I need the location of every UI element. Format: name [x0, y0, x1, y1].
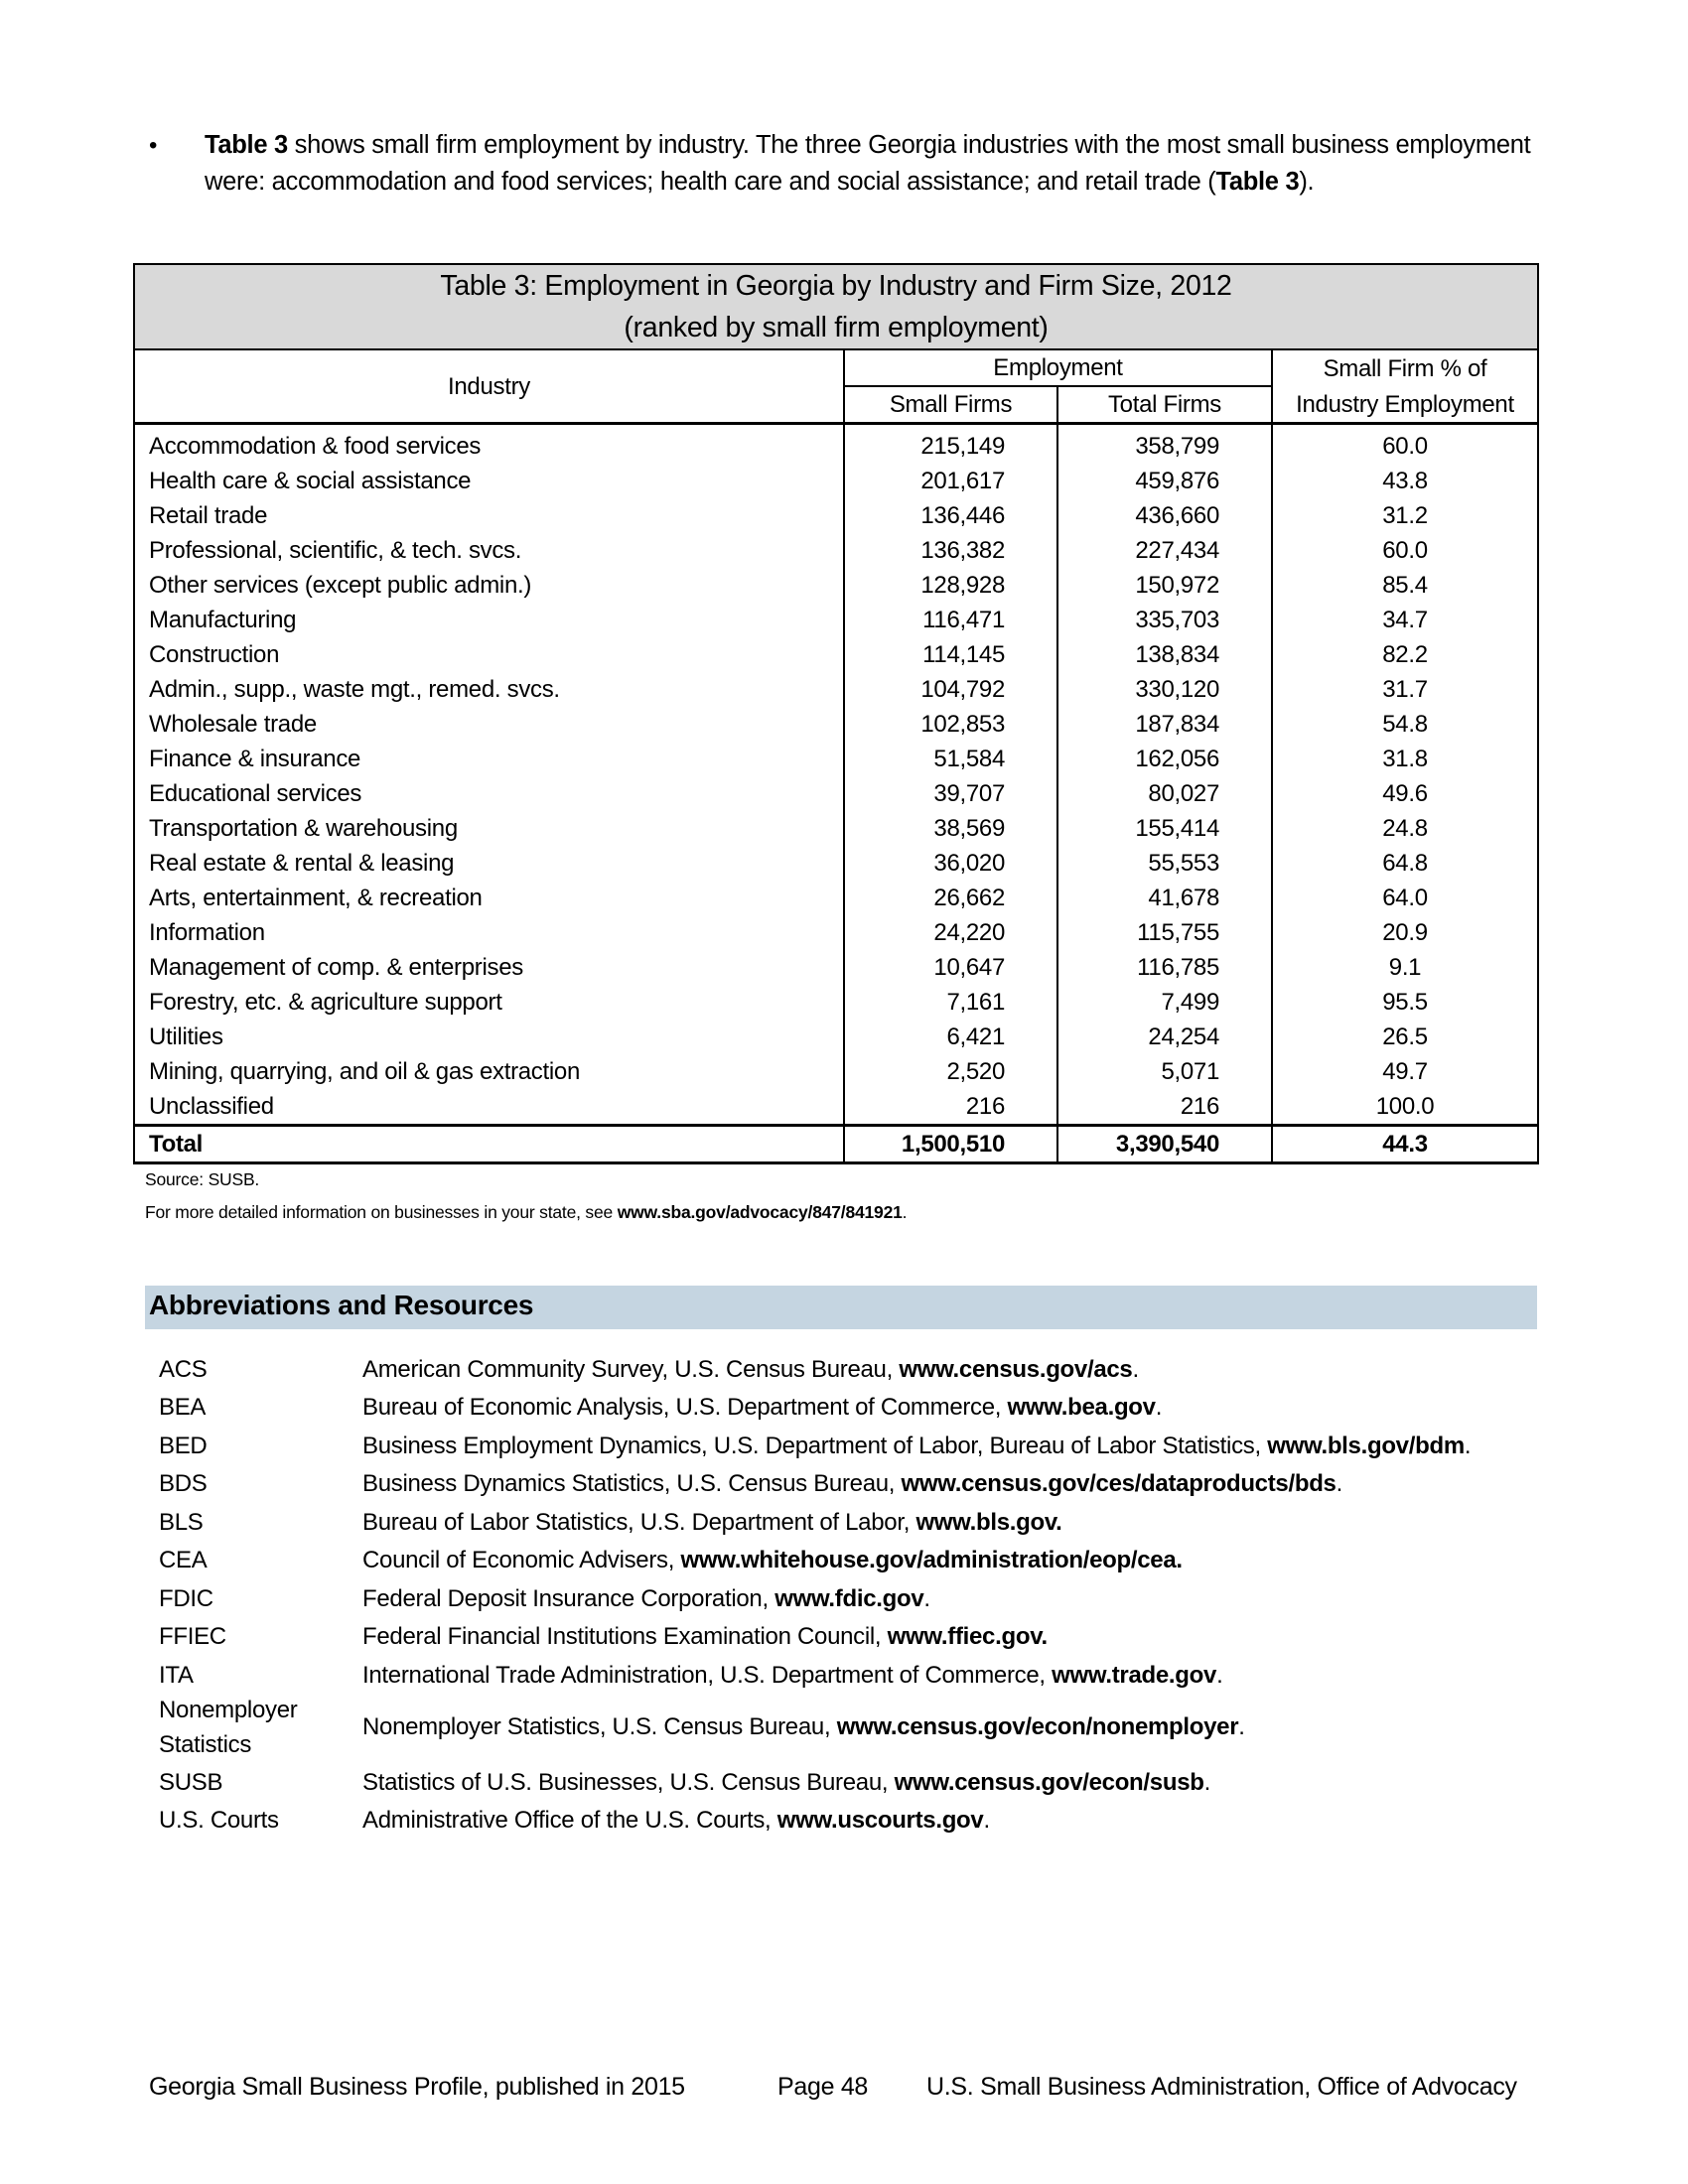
table-ref-bold: Table 3 [205, 131, 288, 159]
industry-cell: Unclassified [134, 1089, 844, 1126]
table-row [134, 742, 1538, 776]
total-firms-cell: 115,755 [1137, 919, 1219, 946]
table-row [134, 1054, 1538, 1089]
abbreviations-heading: Abbreviations and Resources [149, 1290, 534, 1320]
resource-link[interactable]: www.bls.gov/bdm [1267, 1433, 1465, 1459]
abbreviation-key: FDIC [159, 1585, 213, 1612]
pct-cell: 43.8 [1272, 464, 1538, 498]
table-row [134, 637, 1538, 672]
sba-link[interactable]: www.sba.gov/advocacy/847/841921 [617, 1202, 903, 1222]
resource-link[interactable]: www.uscourts.gov [776, 1807, 984, 1834]
abbreviation-description: Federal Financial Institutions Examination Council, www.ffiec.gov. [362, 1623, 1048, 1650]
pct-cell: 54.8 [1272, 707, 1538, 742]
abbreviation-description: Council of Economic Advisers, www.whitehouse.gov/administration/eop/cea. [362, 1547, 1183, 1573]
table-row [134, 498, 1538, 533]
source-note: Source: SUSB. [145, 1169, 260, 1189]
industry-cell: Real estate & rental & leasing [134, 846, 844, 881]
table-row [134, 707, 1538, 742]
total-firms-cell: 358,799 [1135, 433, 1219, 460]
table-row [134, 1089, 1538, 1126]
header-pct-line1: Small Firm % of [1272, 349, 1538, 386]
pct-cell: 9.1 [1272, 950, 1538, 985]
industry-cell: Retail trade [134, 498, 844, 533]
industry-cell: Health care & social assistance [134, 464, 844, 498]
header-employment: Employment [844, 349, 1272, 386]
total-small-firms: 1,500,510 [844, 1126, 1057, 1163]
industry-cell: Admin., supp., waste mgt., remed. svcs. [134, 672, 844, 707]
industry-cell: Wholesale trade [134, 707, 844, 742]
table-row [134, 985, 1538, 1020]
total-pct: 44.3 [1272, 1126, 1538, 1163]
table-title-row [134, 264, 1538, 349]
small-firms-cell: 201,617 [844, 464, 1057, 498]
abbreviation-key: SUSB [159, 1769, 223, 1796]
table-body [134, 424, 1538, 1126]
resource-link[interactable]: www.whitehouse.gov/administration/eop/cea. [680, 1547, 1183, 1573]
total-firms-cell: 335,703 [1135, 607, 1219, 633]
industry-cell: Information [134, 915, 844, 950]
small-firms-cell: 2,520 [844, 1054, 1057, 1089]
total-firms-cell: 155,414 [1135, 815, 1219, 842]
footer-right: U.S. Small Business Administration, Office of Advocacy [926, 2073, 1517, 2101]
pct-cell: 24.8 [1272, 811, 1538, 846]
abbreviation-description: Business Employment Dynamics, U.S. Department of Labor, Bureau of Labor Statistics, www.bls.gov/bdm. [362, 1433, 1472, 1459]
abbreviation-key: BDS [159, 1470, 208, 1497]
table-total-row [134, 1126, 1538, 1163]
header-pct-line2: Industry Employment [1272, 386, 1538, 424]
pct-cell: 31.8 [1272, 742, 1538, 776]
abbreviation-description: Statistics of U.S. Businesses, U.S. Census Bureau, www.census.gov/econ/susb. [362, 1769, 1210, 1796]
small-firms-cell: 216 [844, 1089, 1057, 1126]
small-firms-cell: 26,662 [844, 881, 1057, 915]
industry-cell: Manufacturing [134, 603, 844, 637]
industry-cell: Utilities [134, 1020, 844, 1054]
abbreviation-description: International Trade Administration, U.S. Department of Commerce, www.trade.gov. [362, 1662, 1223, 1689]
abbreviation-description: American Community Survey, U.S. Census Bureau, www.census.gov/acs. [362, 1356, 1139, 1383]
total-firms-cell: 162,056 [1135, 746, 1219, 772]
industry-cell: Forestry, etc. & agriculture support [134, 985, 844, 1020]
resource-link[interactable]: www.bea.gov [1007, 1394, 1156, 1421]
abbreviation-key: BLS [159, 1509, 204, 1536]
industry-cell: Construction [134, 637, 844, 672]
header-industry: Industry [134, 349, 844, 424]
total-firms-cell: 7,499 [1161, 989, 1219, 1016]
resource-link[interactable]: www.census.gov/acs [899, 1356, 1133, 1383]
pct-cell: 64.8 [1272, 846, 1538, 881]
table-row [134, 881, 1538, 915]
pct-cell: 95.5 [1272, 985, 1538, 1020]
table-row [134, 568, 1538, 603]
header-total-firms: Total Firms [1057, 386, 1272, 424]
industry-cell: Other services (except public admin.) [134, 568, 844, 603]
table-row [134, 950, 1538, 985]
small-firms-cell: 128,928 [844, 568, 1057, 603]
industry-cell: Mining, quarrying, and oil & gas extraction [134, 1054, 844, 1089]
abbreviation-description: Federal Deposit Insurance Corporation, www.fdic.gov. [362, 1585, 930, 1612]
pct-cell: 85.4 [1272, 568, 1538, 603]
small-firms-cell: 7,161 [844, 985, 1057, 1020]
pct-cell: 26.5 [1272, 1020, 1538, 1054]
small-firms-cell: 102,853 [844, 707, 1057, 742]
total-firms-cell: 41,678 [1148, 885, 1219, 911]
header-small-firms: Small Firms [844, 386, 1057, 424]
small-firms-cell: 36,020 [844, 846, 1057, 881]
total-firms-cell: 138,834 [1135, 641, 1219, 668]
employment-table [133, 263, 1539, 1164]
total-firms-cell: 150,972 [1135, 572, 1219, 599]
resource-link[interactable]: www.ffiec.gov. [887, 1623, 1048, 1650]
abbreviation-key: ITA [159, 1662, 194, 1689]
footer-left: Georgia Small Business Profile, published in 2015 [149, 2073, 685, 2101]
total-firms-cell: 436,660 [1135, 502, 1219, 529]
small-firms-cell: 114,145 [844, 637, 1057, 672]
abbreviation-key: FFIEC [159, 1623, 226, 1650]
table-row [134, 424, 1538, 465]
total-firms-cell: 330,120 [1135, 676, 1219, 703]
abbreviation-description: Business Dynamics Statistics, U.S. Census Bureau, www.census.gov/ces/dataproducts/bds. [362, 1470, 1342, 1497]
abbreviation-description: Bureau of Economic Analysis, U.S. Department of Commerce, www.bea.gov. [362, 1394, 1163, 1421]
table-row [134, 846, 1538, 881]
abbreviations-heading-band [145, 1286, 1537, 1329]
table-ref-bold: Table 3 [1215, 168, 1300, 196]
industry-cell: Arts, entertainment, & recreation [134, 881, 844, 915]
abbreviation-key: CEA [159, 1547, 208, 1573]
table-row [134, 1020, 1538, 1054]
intro-bullet-paragraph [149, 127, 1539, 201]
table-header-row-1 [134, 349, 1538, 386]
total-firms-cell: 55,553 [1148, 850, 1219, 877]
abbreviation-key: Nonemployer Statistics [159, 1697, 298, 1758]
small-firms-cell: 51,584 [844, 742, 1057, 776]
industry-cell: Management of comp. & enterprises [134, 950, 844, 985]
pct-cell: 20.9 [1272, 915, 1538, 950]
abbreviation-description: Bureau of Labor Statistics, U.S. Department of Labor, www.bls.gov. [362, 1509, 1062, 1536]
pct-cell: 31.7 [1272, 672, 1538, 707]
table-row [134, 776, 1538, 811]
abbreviation-description: Administrative Office of the U.S. Courts, www.uscourts.gov. [362, 1807, 990, 1834]
small-firms-cell: 215,149 [844, 424, 1057, 465]
resource-link[interactable]: www.census.gov/ces/dataproducts/bds [901, 1470, 1336, 1497]
table-row [134, 603, 1538, 637]
pct-cell: 60.0 [1272, 533, 1538, 568]
small-firms-cell: 136,382 [844, 533, 1057, 568]
small-firms-cell: 104,792 [844, 672, 1057, 707]
table-row [134, 672, 1538, 707]
pct-cell: 34.7 [1272, 603, 1538, 637]
abbreviation-key: U.S. Courts [159, 1807, 279, 1834]
total-firms-cell: 459,876 [1135, 468, 1219, 494]
small-firms-cell: 116,471 [844, 603, 1057, 637]
pct-cell: 60.0 [1272, 424, 1538, 465]
abbreviation-key: BED [159, 1433, 208, 1459]
total-firms-cell: 116,785 [1137, 954, 1219, 981]
resource-link[interactable]: www.fdic.gov [774, 1585, 924, 1612]
industry-cell: Professional, scientific, & tech. svcs. [134, 533, 844, 568]
pct-cell: 49.6 [1272, 776, 1538, 811]
small-firms-cell: 136,446 [844, 498, 1057, 533]
total-total-firms: 3,390,540 [1057, 1126, 1272, 1163]
total-label: Total [134, 1126, 844, 1163]
pct-cell: 82.2 [1272, 637, 1538, 672]
abbreviation-key: ACS [159, 1356, 208, 1383]
industry-cell: Finance & insurance [134, 742, 844, 776]
small-firms-cell: 39,707 [844, 776, 1057, 811]
table-title: Table 3: Employment in Georgia by Industry and Firm Size, 2012 (ranked by small firm employment) [134, 264, 1538, 349]
total-firms-cell: 24,254 [1148, 1024, 1219, 1050]
bullet-icon: • [149, 132, 158, 159]
table-row [134, 464, 1538, 498]
resource-link[interactable]: www.trade.gov [1052, 1662, 1217, 1689]
more-info-note: For more detailed information on businesses in your state, see www.sba.gov/advocacy/847/841921. [145, 1202, 908, 1222]
pct-cell: 100.0 [1272, 1089, 1538, 1126]
resource-link[interactable]: www.census.gov/econ/nonemployer [836, 1713, 1239, 1740]
pct-cell: 49.7 [1272, 1054, 1538, 1089]
footer-page-number: Page 48 [777, 2073, 869, 2101]
intro-text: Table 3 shows small firm employment by industry. The three Georgia industries with the most small business employment were: accommodation and food services; health care and social assistance; and retail trade (Table 3). [205, 131, 1531, 196]
pct-cell: 64.0 [1272, 881, 1538, 915]
pct-cell: 31.2 [1272, 498, 1538, 533]
table-row [134, 915, 1538, 950]
resource-link[interactable]: www.census.gov/econ/susb [894, 1769, 1204, 1796]
table-row [134, 533, 1538, 568]
industry-cell: Accommodation & food services [134, 424, 844, 465]
industry-cell: Educational services [134, 776, 844, 811]
small-firms-cell: 24,220 [844, 915, 1057, 950]
abbreviation-description: Nonemployer Statistics, U.S. Census Bureau, www.census.gov/econ/nonemployer. [362, 1713, 1245, 1740]
industry-cell: Transportation & warehousing [134, 811, 844, 846]
small-firms-cell: 38,569 [844, 811, 1057, 846]
abbreviation-key: BEA [159, 1394, 207, 1421]
total-firms-cell: 216 [1180, 1093, 1219, 1120]
total-firms-cell: 187,834 [1135, 711, 1219, 738]
small-firms-cell: 6,421 [844, 1020, 1057, 1054]
table-row [134, 811, 1538, 846]
total-firms-cell: 5,071 [1161, 1058, 1219, 1085]
resource-link[interactable]: www.bls.gov. [915, 1509, 1062, 1536]
total-firms-cell: 80,027 [1148, 780, 1219, 807]
total-firms-cell: 227,434 [1135, 537, 1219, 564]
small-firms-cell: 10,647 [844, 950, 1057, 985]
